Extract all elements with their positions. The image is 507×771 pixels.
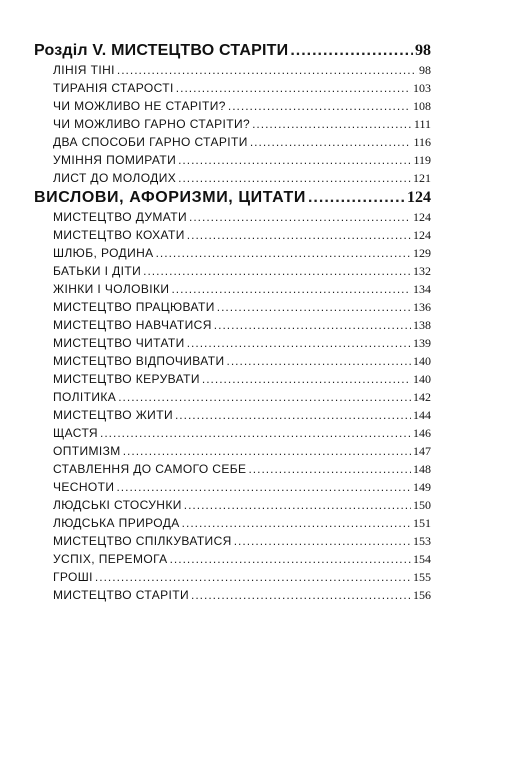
toc-entry [34, 262, 431, 280]
entry-page-number: 153 [413, 534, 431, 548]
entry-title: МИСТЕЦТВО КЕРУВАТИ [53, 372, 200, 386]
entry-page-number: 124 [413, 228, 431, 242]
entry-title: МИСТЕЦТВО ДУМАТИ [53, 210, 188, 224]
dot-leader [178, 151, 411, 169]
entry-title: ГРОШІ [53, 570, 93, 584]
entry-page-number: 144 [413, 408, 431, 422]
toc-entry [34, 550, 431, 568]
dot-leader [118, 388, 411, 406]
dot-leader [100, 424, 411, 442]
entry-title: ОПТИМІЗМ [53, 444, 121, 458]
entry-page-number: 142 [413, 390, 431, 404]
toc-entry [34, 496, 431, 514]
toc-entry [34, 532, 431, 550]
entry-page-number: 121 [413, 171, 431, 185]
dot-leader [248, 460, 411, 478]
entry-page-number: 156 [413, 588, 431, 602]
entry-title: МИСТЕЦТВО ЖИТИ [53, 408, 173, 422]
toc-entry [34, 79, 431, 97]
section-title: Розділ V. МИСТЕЦТВО СТАРІТИ [34, 42, 289, 59]
entry-page-number: 116 [413, 135, 431, 149]
entry-title: МИСТЕЦТВО ЧИТАТИ [53, 336, 185, 350]
dot-leader [189, 208, 411, 226]
entry-title: ЩАСТЯ [53, 426, 98, 440]
dot-leader [117, 61, 417, 79]
entry-page-number: 134 [413, 282, 431, 296]
entry-page-number: 103 [413, 81, 431, 95]
dot-leader [170, 550, 411, 568]
dot-leader [250, 133, 412, 151]
entry-page-number: 136 [413, 300, 431, 314]
toc-entry [34, 460, 431, 478]
entry-title: МИСТЕЦТВО ВІДПОЧИВАТИ [53, 354, 225, 368]
entry-page-number: 155 [413, 570, 431, 584]
entry-title: ЖІНКИ І ЧОЛОВІКИ [53, 282, 170, 296]
entry-title: УСПІХ, ПЕРЕМОГА [53, 552, 168, 566]
dot-leader [184, 496, 411, 514]
dot-leader [234, 532, 411, 550]
toc-entry [34, 298, 431, 316]
dot-leader [156, 244, 411, 262]
dot-leader [202, 370, 411, 388]
entry-title: ЛИСТ ДО МОЛОДИХ [53, 171, 177, 185]
entry-page-number: 150 [413, 498, 431, 512]
toc-entry [34, 388, 431, 406]
entry-title: МИСТЕЦТВО СТАРІТИ [53, 588, 189, 602]
toc-entry [34, 442, 431, 460]
entry-page-number: 119 [413, 153, 431, 167]
entry-page-number: 140 [413, 372, 431, 386]
section-title: ВИСЛОВИ, АФОРИЗМИ, ЦИТАТИ [34, 189, 306, 206]
entry-page-number: 146 [413, 426, 431, 440]
dot-leader [227, 352, 411, 370]
entry-page-number: 129 [413, 246, 431, 260]
section-page-number: 98 [415, 42, 431, 59]
section-2-entries [34, 208, 431, 604]
toc-entry [34, 514, 431, 532]
toc-entry [34, 406, 431, 424]
dot-leader [182, 514, 411, 532]
entry-title: ШЛЮБ, РОДИНА [53, 246, 154, 260]
toc-entry [34, 316, 431, 334]
entry-page-number: 124 [413, 210, 431, 224]
dot-leader [178, 169, 411, 187]
entry-page-number: 138 [413, 318, 431, 332]
toc-entry [34, 478, 431, 496]
toc-entry [34, 586, 431, 604]
entry-page-number: 108 [413, 99, 431, 113]
dot-leader [252, 115, 412, 133]
toc-entry [34, 133, 431, 151]
entry-title: БАТЬКИ І ДІТИ [53, 264, 142, 278]
toc-section-heading [34, 187, 431, 208]
dot-leader [214, 316, 411, 334]
toc-entry [34, 61, 431, 79]
entry-title: ДВА СПОСОБИ ГАРНО СТАРІТИ [53, 135, 248, 149]
dot-leader [191, 586, 411, 604]
toc-section-heading [34, 40, 431, 61]
entry-title: ТИРАНІЯ СТАРОСТІ [53, 81, 174, 95]
toc-entry [34, 568, 431, 586]
dot-leader [116, 478, 411, 496]
dot-leader [143, 262, 411, 280]
entry-title: УМІННЯ ПОМИРАТИ [53, 153, 177, 167]
toc-entry [34, 169, 431, 187]
dot-leader [228, 97, 411, 115]
toc-entry [34, 115, 431, 133]
toc-entry [34, 352, 431, 370]
dot-leader [123, 442, 411, 460]
entry-title: СТАВЛЕННЯ ДО САМОГО СЕБЕ [53, 462, 247, 476]
dot-leader [217, 298, 411, 316]
dot-leader [308, 187, 405, 208]
dot-leader [171, 280, 411, 298]
entry-page-number: 139 [413, 336, 431, 350]
entry-title: ЧИ МОЖЛИВО ГАРНО СТАРІТИ? [53, 117, 251, 131]
dot-leader [187, 334, 411, 352]
entry-page-number: 151 [413, 516, 431, 530]
entry-title: ЧЕСНОТИ [53, 480, 115, 494]
entry-title: МИСТЕЦТВО КОХАТИ [53, 228, 185, 242]
dot-leader [175, 406, 411, 424]
entry-page-number: 148 [413, 462, 431, 476]
entry-page-number: 132 [413, 264, 431, 278]
entry-page-number: 140 [413, 354, 431, 368]
dot-leader [95, 568, 411, 586]
entry-page-number: 98 [419, 63, 431, 77]
entry-page-number: 149 [413, 480, 431, 494]
toc-entry [34, 151, 431, 169]
entry-title: ЛЮДСЬКА ПРИРОДА [53, 516, 180, 530]
entry-title: МИСТЕЦТВО НАВЧАТИСЯ [53, 318, 212, 332]
entry-title: ЛЮДСЬКІ СТОСУНКИ [53, 498, 182, 512]
entry-page-number: 147 [413, 444, 431, 458]
toc-entry [34, 334, 431, 352]
toc-entry [34, 370, 431, 388]
dot-leader [187, 226, 411, 244]
entry-title: МИСТЕЦТВО СПІЛКУВАТИСЯ [53, 534, 232, 548]
toc-entry [34, 208, 431, 226]
entry-title: МИСТЕЦТВО ПРАЦЮВАТИ [53, 300, 215, 314]
section-page-number: 124 [407, 189, 431, 206]
entry-title: ЧИ МОЖЛИВО НЕ СТАРІТИ? [53, 99, 226, 113]
toc-entry [34, 280, 431, 298]
dot-leader [290, 40, 413, 61]
dot-leader [176, 79, 411, 97]
toc-entry [34, 244, 431, 262]
toc-entry [34, 226, 431, 244]
table-of-contents [34, 40, 431, 604]
entry-page-number: 154 [413, 552, 431, 566]
entry-title: ПОЛІТИКА [53, 390, 117, 404]
section-1-entries [34, 61, 431, 187]
entry-title: ЛІНІЯ ТІНІ [53, 63, 115, 77]
toc-entry [34, 424, 431, 442]
toc-entry [34, 97, 431, 115]
entry-page-number: 111 [413, 117, 431, 131]
